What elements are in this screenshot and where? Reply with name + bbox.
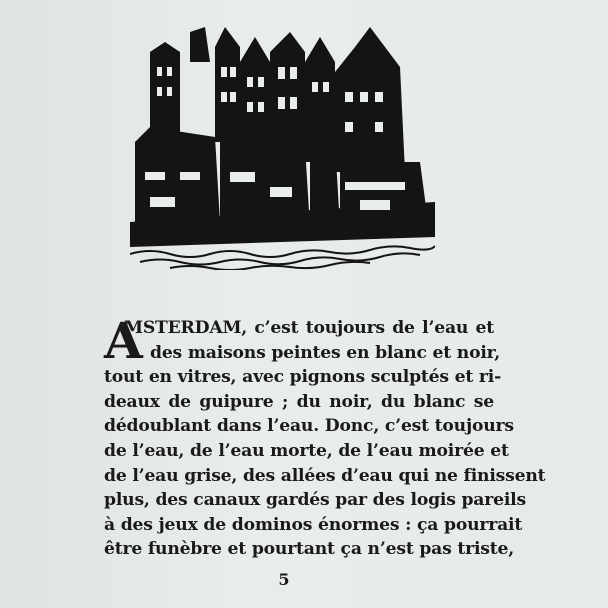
body-text	[104, 311, 546, 562]
drop-cap: A	[104, 311, 143, 370]
text-line: tout en vitres, avec pignons sculptés et ri-	[104, 367, 502, 388]
text-line: être funèbre et pourtant ça n’est pas triste,	[104, 539, 515, 560]
page-number: 5	[278, 570, 290, 589]
text-line: des maisons peintes en blanc et noir,	[150, 342, 501, 363]
text-line: deaux de guipure ; du noir, du blanc se	[104, 391, 494, 412]
text-line: plus, des canaux gardés par des logis pareils	[104, 490, 526, 511]
text-line: de l’eau grise, des allées d’eau qui ne finissent	[104, 465, 546, 486]
text-line: à des jeux de dominos énormes : ça pourrait	[104, 514, 523, 535]
text-line: MSTERDAM, c’est toujours de l’eau et	[124, 318, 494, 338]
text-line: de l’eau, de l’eau morte, de l’eau moirée et	[104, 440, 509, 461]
text-line: dédoublant dans l’eau. Donc, c’est toujours	[104, 416, 514, 437]
canal-houses-illustration	[130, 22, 435, 270]
